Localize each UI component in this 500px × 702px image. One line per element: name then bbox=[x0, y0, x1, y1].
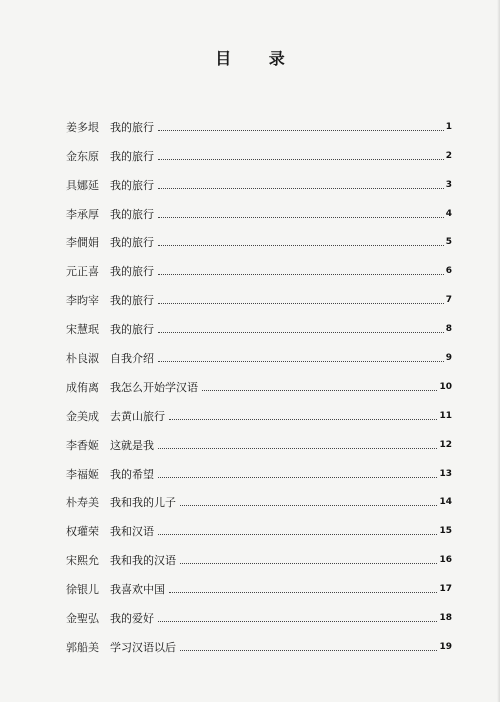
toc-entry-author: 李僴娟 bbox=[66, 236, 99, 250]
toc-entry[interactable] bbox=[66, 567, 452, 596]
toc-dot-leader bbox=[158, 533, 437, 535]
toc-entry-author: 宋慧珉 bbox=[66, 323, 99, 337]
toc-dot-leader bbox=[202, 389, 437, 391]
toc-entry-author: 朴良淑 bbox=[66, 352, 99, 366]
toc-entry-title[interactable]: 我的旅行 bbox=[110, 178, 154, 192]
toc-entry-author: 徐银儿 bbox=[66, 583, 99, 597]
toc-dot-leader bbox=[158, 187, 444, 189]
toc-entry-page-number: 8 bbox=[445, 324, 452, 335]
table-of-contents bbox=[66, 105, 452, 654]
toc-entry-page-number: 7 bbox=[445, 295, 452, 306]
toc-entry[interactable] bbox=[66, 365, 452, 394]
toc-entry[interactable] bbox=[66, 307, 452, 336]
toc-entry-page-number: 15 bbox=[439, 526, 452, 537]
toc-entry[interactable] bbox=[66, 423, 452, 452]
toc-entry-author: 郭船美 bbox=[66, 640, 99, 654]
toc-entry[interactable] bbox=[66, 105, 452, 134]
toc-entry-author: 金东原 bbox=[66, 149, 99, 163]
toc-dot-leader bbox=[158, 620, 437, 622]
toc-dot-leader bbox=[158, 331, 444, 333]
toc-entry-title[interactable]: 我和汉语 bbox=[110, 525, 154, 539]
toc-entry-title[interactable]: 去黄山旅行 bbox=[110, 409, 165, 423]
toc-entry-author: 姜多垠 bbox=[66, 120, 99, 134]
toc-entry-title[interactable]: 我和我的汉语 bbox=[110, 554, 176, 568]
toc-entry-page-number: 10 bbox=[439, 381, 452, 392]
toc-entry[interactable] bbox=[66, 538, 452, 567]
toc-entry-page-number: 6 bbox=[445, 266, 452, 277]
toc-dot-leader bbox=[180, 504, 437, 506]
toc-entry-author: 李香姬 bbox=[66, 438, 99, 452]
toc-dot-leader bbox=[158, 216, 444, 218]
toc-entry-author: 宋熙允 bbox=[66, 554, 99, 568]
toc-entry-title[interactable]: 我的旅行 bbox=[110, 323, 154, 337]
toc-entry[interactable] bbox=[66, 192, 452, 221]
toc-entry[interactable] bbox=[66, 221, 452, 250]
toc-entry-author: 李昀宰 bbox=[66, 294, 99, 308]
toc-dot-leader bbox=[158, 447, 437, 449]
toc-entry-title[interactable]: 我和我的儿子 bbox=[110, 496, 176, 510]
toc-entry-title[interactable]: 我的爱好 bbox=[110, 612, 154, 626]
toc-entry-page-number: 4 bbox=[445, 208, 452, 219]
toc-dot-leader bbox=[158, 360, 444, 362]
toc-entry[interactable] bbox=[66, 134, 452, 163]
toc-entry-page-number: 3 bbox=[445, 179, 452, 190]
toc-dot-leader bbox=[169, 591, 437, 593]
toc-entry-author: 金美成 bbox=[66, 409, 99, 423]
toc-entry-title[interactable]: 我喜欢中国 bbox=[110, 583, 165, 597]
toc-entry[interactable] bbox=[66, 481, 452, 510]
toc-entry-page-number: 19 bbox=[439, 641, 452, 652]
toc-entry-author: 李承厚 bbox=[66, 207, 99, 221]
toc-entry-title[interactable]: 自我介绍 bbox=[110, 352, 154, 366]
toc-dot-leader bbox=[180, 562, 437, 564]
toc-entry-page-number: 16 bbox=[439, 555, 452, 566]
toc-entry[interactable] bbox=[66, 452, 452, 481]
toc-entry[interactable] bbox=[66, 394, 452, 423]
toc-entry-title[interactable]: 我的旅行 bbox=[110, 265, 154, 279]
toc-entry-title[interactable]: 我的旅行 bbox=[110, 120, 154, 134]
toc-dot-leader bbox=[158, 158, 444, 160]
toc-entry-page-number: 11 bbox=[439, 410, 452, 421]
toc-entry-author: 金聖弘 bbox=[66, 612, 99, 626]
toc-entry-page-number: 13 bbox=[439, 468, 452, 479]
toc-entry[interactable] bbox=[66, 278, 452, 307]
toc-dot-leader bbox=[158, 302, 444, 304]
toc-entry-title[interactable]: 这就是我 bbox=[110, 438, 154, 452]
toc-entry-page-number: 18 bbox=[439, 613, 452, 624]
toc-entry-title[interactable]: 我的旅行 bbox=[110, 294, 154, 308]
toc-entry-page-number: 12 bbox=[439, 439, 452, 450]
toc-entry-author: 李福姬 bbox=[66, 467, 99, 481]
toc-entry-title[interactable]: 我的旅行 bbox=[110, 207, 154, 221]
toc-entry-page-number: 5 bbox=[445, 237, 452, 248]
toc-entry-page-number: 9 bbox=[445, 353, 452, 364]
toc-entry-page-number: 17 bbox=[439, 584, 452, 595]
toc-entry-author: 权瓘荣 bbox=[66, 525, 99, 539]
toc-entry-title[interactable]: 我的旅行 bbox=[110, 236, 154, 250]
toc-dot-leader bbox=[158, 129, 444, 131]
toc-dot-leader bbox=[158, 476, 437, 478]
toc-dot-leader bbox=[180, 649, 437, 651]
page-title: 目 录 bbox=[215, 49, 301, 68]
toc-entry-page-number: 1 bbox=[445, 121, 452, 132]
toc-entry-author: 朴寿美 bbox=[66, 496, 99, 510]
toc-entry-page-number: 2 bbox=[445, 150, 452, 161]
toc-entry[interactable] bbox=[66, 336, 452, 365]
toc-dot-leader bbox=[158, 244, 444, 246]
toc-dot-leader bbox=[169, 418, 437, 420]
toc-entry-title[interactable]: 学习汉语以后 bbox=[110, 640, 176, 654]
toc-entry-title[interactable]: 我的旅行 bbox=[110, 149, 154, 163]
toc-entry[interactable] bbox=[66, 625, 452, 654]
toc-entry-title[interactable]: 我怎么开始学汉语 bbox=[110, 380, 198, 394]
toc-entry-author: 成侑离 bbox=[66, 380, 99, 394]
toc-entry[interactable] bbox=[66, 249, 452, 278]
toc-entry-page-number: 14 bbox=[439, 497, 452, 508]
toc-entry[interactable] bbox=[66, 596, 452, 625]
toc-entry[interactable] bbox=[66, 163, 452, 192]
toc-entry-author: 元正喜 bbox=[66, 265, 99, 279]
toc-entry-title[interactable]: 我的希望 bbox=[110, 467, 154, 481]
toc-entry-author: 具娜延 bbox=[66, 178, 99, 192]
toc-entry[interactable] bbox=[66, 509, 452, 538]
toc-dot-leader bbox=[158, 273, 444, 275]
